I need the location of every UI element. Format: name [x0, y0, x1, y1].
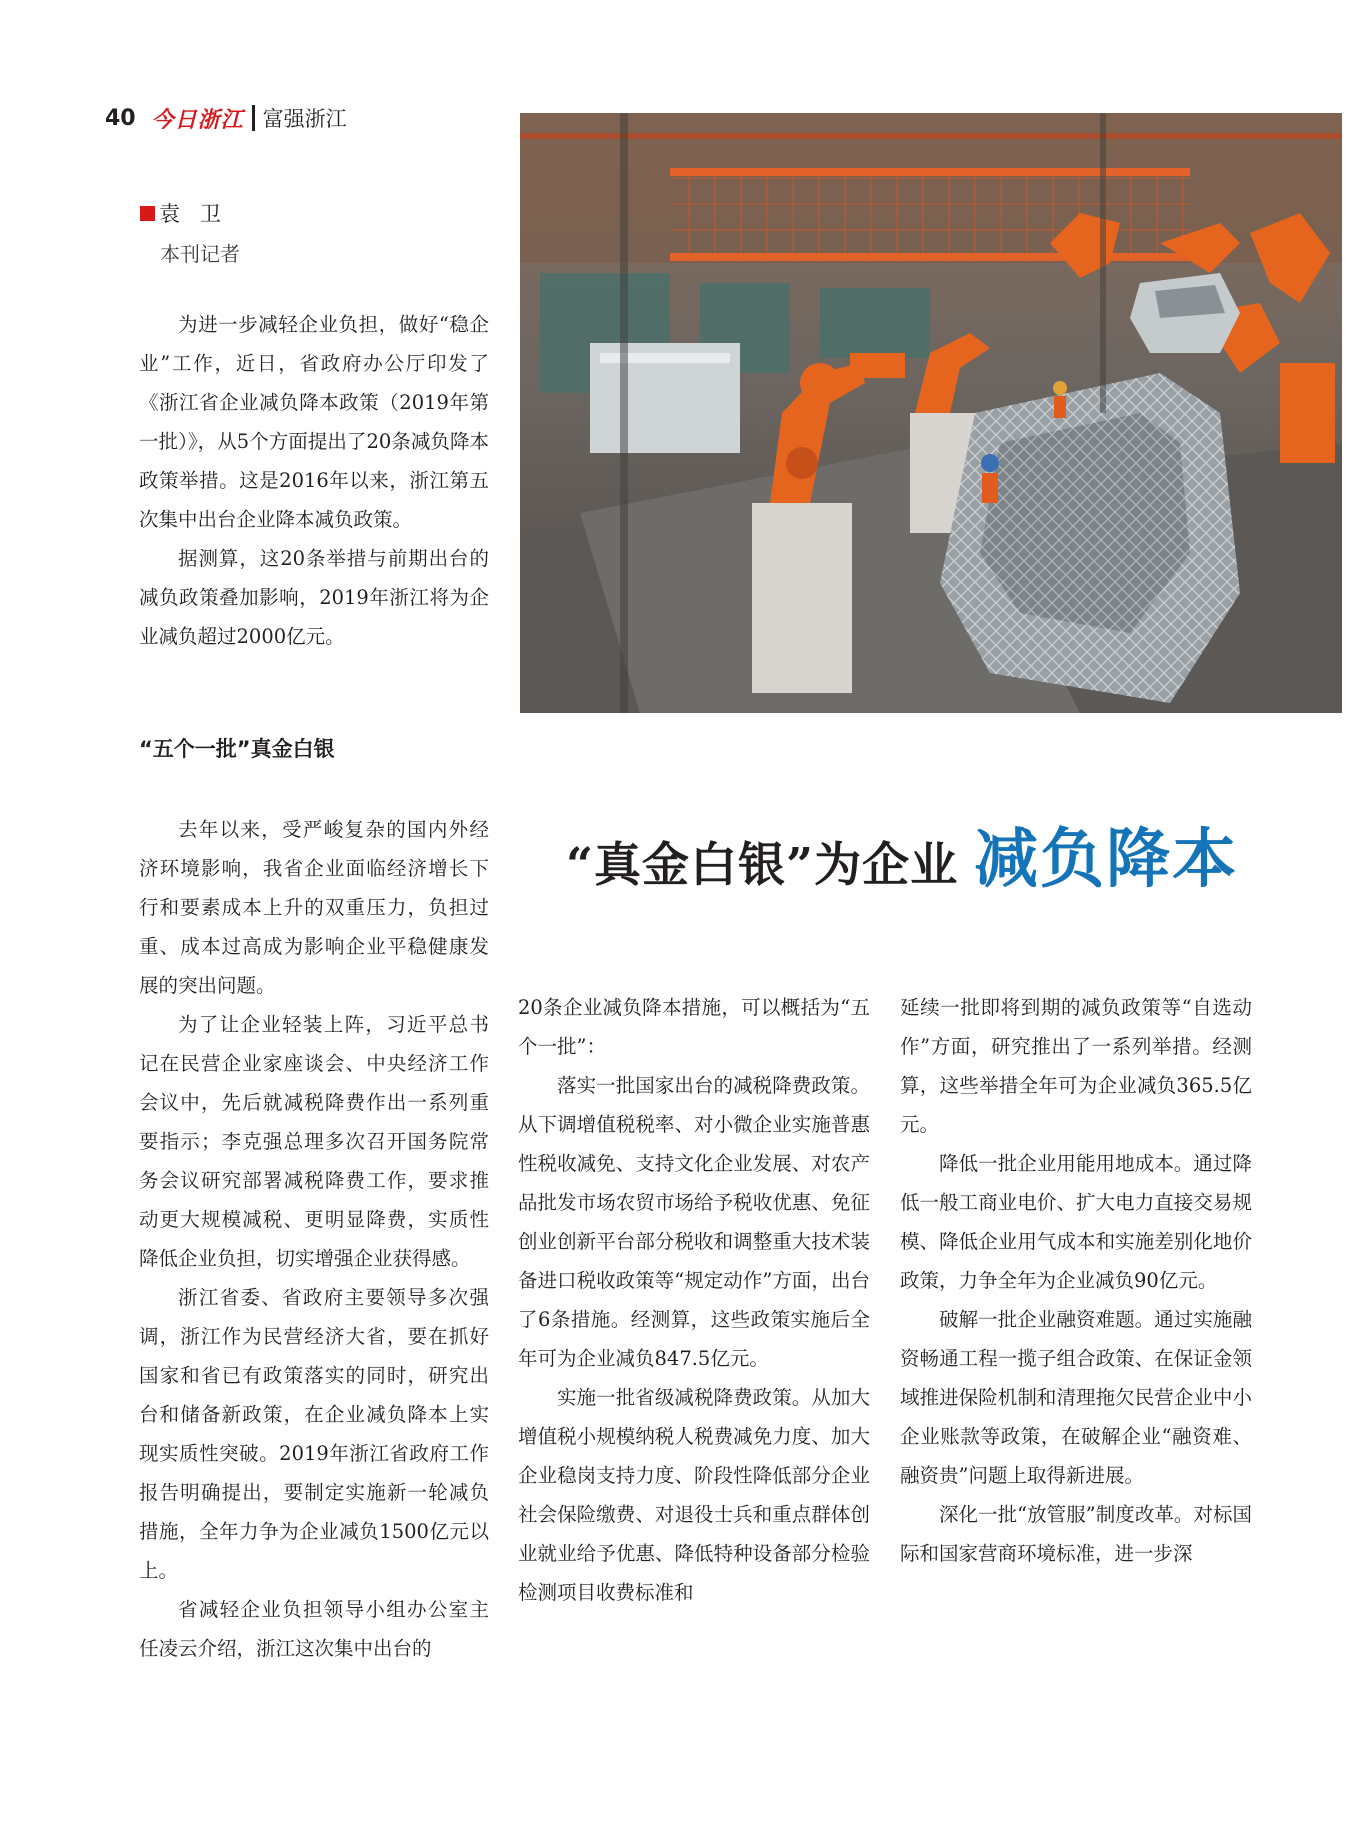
paragraph: 深化一批“放管服”制度改革。对标国际和国家营商环境标准，进一步深 — [900, 1503, 1252, 1565]
headline-part-1: “真金白银”为企业 — [566, 838, 959, 893]
headline-part-2: 减负降本 — [974, 823, 1239, 897]
red-square-icon — [140, 206, 155, 221]
paragraph: 浙江省委、省政府主要领导多次强调，浙江作为民营经济大省，要在抓好国家和省已有政策落实的同时，研究出台和储备新政策，在企业减负降本上实现实质性突破。2019年浙江省政府工作报告明确提出，要制定实施新一轮减负措施，全年力争为企业减负1500亿元以上。 — [139, 1286, 489, 1582]
header-divider — [252, 105, 255, 131]
author-name: 袁卫 — [159, 202, 241, 226]
paragraph: 为了让企业轻装上阵，习近平总书记在民营企业家座谈会、中央经济工作会议中，先后就减税降费作出一系列重要指示；李克强总理多次召开国务院常务会议研究部署减税降费工作，要求推动更大规模减税、更明显降费，实质性降低企业负担，切实增强企业获得感。 — [139, 1013, 489, 1270]
paragraph: 20条企业减负降本措施，可以概括为“五个一批”： — [518, 996, 870, 1058]
paragraph: 破解一批企业融资难题。通过实施融资畅通工程一揽子组合政策、在保证金领域推进保险机制和清理拖欠民营企业中小企业账款等政策，在破解企业“融资难、融资贵”问题上取得新进展。 — [900, 1308, 1252, 1487]
column-3 — [900, 988, 1252, 1573]
subheading: “五个一批”真金白银 — [139, 737, 335, 761]
page-number: 40 — [105, 105, 136, 131]
section-name: 富强浙江 — [262, 107, 347, 131]
paragraph: 延续一批即将到期的减负政策等“自选动作”方面，研究推出了一系列举措。经测算，这些举措全年可为企业减负365.5亿元。 — [900, 996, 1252, 1136]
factory-photo — [520, 113, 1342, 713]
paragraph: 省减轻企业负担领导小组办公室主任凌云介绍，浙江这次集中出台的 — [139, 1598, 489, 1660]
paragraph: 据测算，这20条举措与前期出台的减负政策叠加影响，2019年浙江将为企业减负超过2000亿元。 — [139, 547, 489, 648]
column-2 — [518, 988, 870, 1612]
column-1-body — [139, 810, 489, 1668]
byline — [140, 198, 241, 228]
headline — [566, 808, 1239, 897]
paragraph: 实施一批省级减税降费政策。从加大增值税小规模纳税人税费减免力度、加大企业稳岗支持力度、阶段性降低部分企业社会保险缴费、对退役士兵和重点群体创业就业给予优惠、降低特种设备部分检验检测项目收费标准和 — [518, 1386, 870, 1604]
column-1-intro — [139, 305, 489, 656]
author-role: 本刊记者 — [160, 242, 240, 266]
magazine-logo: 今日浙江 — [151, 106, 244, 133]
paragraph: 降低一批企业用能用地成本。通过降低一般工商业电价、扩大电力直接交易规模、降低企业用气成本和实施差别化地价政策，力争全年为企业减负90亿元。 — [900, 1152, 1252, 1292]
running-header — [105, 100, 347, 136]
paragraph: 为进一步减轻企业负担，做好“稳企业”工作，近日，省政府办公厅印发了《浙江省企业减负降本政策（2019年第一批）》，从5个方面提出了20条减负降本政策举措。这是2016年以来，浙江第五次集中出台企业降本减负政策。 — [139, 313, 489, 531]
paragraph: 去年以来，受严峻复杂的国内外经济环境影响，我省企业面临经济增长下行和要素成本上升的双重压力，负担过重、成本过高成为影响企业平稳健康发展的突出问题。 — [139, 818, 489, 997]
factory-illustration — [520, 113, 1342, 713]
paragraph: 落实一批国家出台的减税降费政策。从下调增值税税率、对小微企业实施普惠性税收减免、支持文化企业发展、对农产品批发市场农贸市场给予税收优惠、免征创业创新平台部分税收和调整重大技术装备进口税收政策等“规定动作”方面，出台了6条措施。经测算，这些政策实施后全年可为企业减负847.5亿元。 — [518, 1074, 870, 1370]
